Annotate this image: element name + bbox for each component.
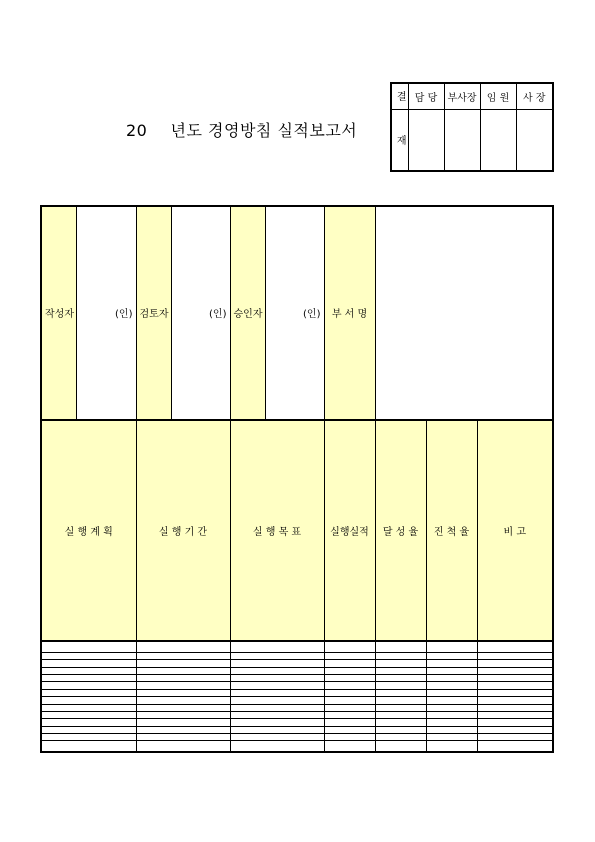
table-row xyxy=(41,675,553,682)
cell-result[interactable] xyxy=(324,675,375,682)
cell-goal[interactable] xyxy=(230,719,324,726)
cell-period[interactable] xyxy=(136,660,230,667)
table-row xyxy=(41,682,553,689)
cell-achievement[interactable] xyxy=(375,652,426,659)
cell-plan[interactable] xyxy=(41,719,136,726)
cell-progress[interactable] xyxy=(426,719,477,726)
cell-progress[interactable] xyxy=(426,741,477,752)
approval-role-exec: 임 원 xyxy=(480,83,516,109)
cell-progress[interactable] xyxy=(426,734,477,741)
cell-progress[interactable] xyxy=(426,652,477,659)
cell-progress[interactable] xyxy=(426,660,477,667)
cell-progress[interactable] xyxy=(426,697,477,704)
cell-period[interactable] xyxy=(136,697,230,704)
cell-remarks[interactable] xyxy=(477,641,553,652)
table-row xyxy=(41,726,553,733)
cell-achievement[interactable] xyxy=(375,675,426,682)
cell-remarks[interactable] xyxy=(477,689,553,696)
col-header-remarks: 비 고 xyxy=(477,420,553,641)
cell-achievement[interactable] xyxy=(375,719,426,726)
cell-remarks[interactable] xyxy=(477,652,553,659)
cell-achievement[interactable] xyxy=(375,660,426,667)
dept-label: 부 서 명 xyxy=(324,206,375,420)
reviewer-seal[interactable]: (인) xyxy=(171,206,230,420)
cell-period[interactable] xyxy=(136,682,230,689)
cell-goal[interactable] xyxy=(230,667,324,674)
cell-remarks[interactable] xyxy=(477,704,553,711)
table-row xyxy=(41,689,553,696)
cell-result[interactable] xyxy=(324,741,375,752)
cell-plan[interactable] xyxy=(41,697,136,704)
cell-period[interactable] xyxy=(136,726,230,733)
cell-result[interactable] xyxy=(324,667,375,674)
cell-achievement[interactable] xyxy=(375,741,426,752)
cell-goal[interactable] xyxy=(230,682,324,689)
cell-progress[interactable] xyxy=(426,641,477,652)
col-header-goal: 실 행 목 표 xyxy=(230,420,324,641)
cell-result[interactable] xyxy=(324,704,375,711)
cell-period[interactable] xyxy=(136,652,230,659)
approval-label-bottom: 재 xyxy=(391,109,408,171)
cell-plan[interactable] xyxy=(41,641,136,652)
cell-goal[interactable] xyxy=(230,689,324,696)
cell-achievement[interactable] xyxy=(375,711,426,718)
cell-period[interactable] xyxy=(136,711,230,718)
cell-plan[interactable] xyxy=(41,682,136,689)
col-header-achievement: 달 성 율 xyxy=(375,420,426,641)
cell-remarks[interactable] xyxy=(477,734,553,741)
cell-goal[interactable] xyxy=(230,652,324,659)
cell-plan[interactable] xyxy=(41,675,136,682)
cell-achievement[interactable] xyxy=(375,641,426,652)
title-year: 20 xyxy=(126,121,148,140)
approval-box xyxy=(390,82,554,172)
col-header-plan: 실 행 계 획 xyxy=(41,420,136,641)
cell-progress[interactable] xyxy=(426,667,477,674)
table-row xyxy=(41,719,553,726)
cell-result[interactable] xyxy=(324,682,375,689)
cell-goal[interactable] xyxy=(230,697,324,704)
approver-seal[interactable]: (인) xyxy=(265,206,324,420)
cell-plan[interactable] xyxy=(41,741,136,752)
approval-sign-president[interactable] xyxy=(516,109,553,171)
approval-role-president: 사 장 xyxy=(516,83,553,109)
cell-progress[interactable] xyxy=(426,689,477,696)
cell-plan[interactable] xyxy=(41,689,136,696)
cell-plan[interactable] xyxy=(41,660,136,667)
cell-period[interactable] xyxy=(136,689,230,696)
cell-plan[interactable] xyxy=(41,667,136,674)
cell-period[interactable] xyxy=(136,741,230,752)
cell-period[interactable] xyxy=(136,667,230,674)
approval-sign-exec[interactable] xyxy=(480,109,516,171)
cell-remarks[interactable] xyxy=(477,719,553,726)
cell-remarks[interactable] xyxy=(477,682,553,689)
cell-result[interactable] xyxy=(324,719,375,726)
cell-result[interactable] xyxy=(324,689,375,696)
cell-progress[interactable] xyxy=(426,682,477,689)
cell-period[interactable] xyxy=(136,641,230,652)
approval-sign-staff[interactable] xyxy=(408,109,444,171)
cell-goal[interactable] xyxy=(230,660,324,667)
approval-sign-vp[interactable] xyxy=(444,109,480,171)
col-header-period: 실 행 기 간 xyxy=(136,420,230,641)
cell-remarks[interactable] xyxy=(477,711,553,718)
cell-plan[interactable] xyxy=(41,734,136,741)
approval-label-top: 결 xyxy=(391,83,408,109)
cell-goal[interactable] xyxy=(230,711,324,718)
cell-result[interactable] xyxy=(324,697,375,704)
cell-remarks[interactable] xyxy=(477,726,553,733)
title-text: 년도 경영방침 실적보고서 xyxy=(170,121,358,140)
cell-achievement[interactable] xyxy=(375,734,426,741)
cell-goal[interactable] xyxy=(230,726,324,733)
cell-goal[interactable] xyxy=(230,741,324,752)
table-row xyxy=(41,697,553,704)
cell-result[interactable] xyxy=(324,726,375,733)
table-row xyxy=(41,667,553,674)
cell-result[interactable] xyxy=(324,734,375,741)
cell-remarks[interactable] xyxy=(477,741,553,752)
cell-remarks[interactable] xyxy=(477,667,553,674)
col-header-result: 실행실적 xyxy=(324,420,375,641)
table-row xyxy=(41,704,553,711)
table-row xyxy=(41,711,553,718)
cell-achievement[interactable] xyxy=(375,682,426,689)
cell-result[interactable] xyxy=(324,711,375,718)
cell-remarks[interactable] xyxy=(477,675,553,682)
table-row xyxy=(41,660,553,667)
cell-result[interactable] xyxy=(324,641,375,652)
approval-role-staff: 담 당 xyxy=(408,83,444,109)
cell-achievement[interactable] xyxy=(375,667,426,674)
approver-label: 승인자 xyxy=(230,206,265,420)
reviewer-label: 검토자 xyxy=(136,206,171,420)
cell-goal[interactable] xyxy=(230,641,324,652)
page-title xyxy=(126,118,357,141)
cell-remarks[interactable] xyxy=(477,660,553,667)
cell-achievement[interactable] xyxy=(375,689,426,696)
cell-period[interactable] xyxy=(136,675,230,682)
cell-achievement[interactable] xyxy=(375,704,426,711)
writer-label: 작성자 xyxy=(41,206,76,420)
cell-goal[interactable] xyxy=(230,675,324,682)
cell-goal[interactable] xyxy=(230,734,324,741)
cell-progress[interactable] xyxy=(426,711,477,718)
report-table xyxy=(40,205,554,753)
approval-role-vp: 부사장 xyxy=(444,83,480,109)
cell-progress[interactable] xyxy=(426,704,477,711)
cell-plan[interactable] xyxy=(41,704,136,711)
cell-period[interactable] xyxy=(136,704,230,711)
table-row xyxy=(41,734,553,741)
table-row xyxy=(41,641,553,652)
col-header-progress: 진 척 율 xyxy=(426,420,477,641)
table-row xyxy=(41,652,553,659)
cell-plan[interactable] xyxy=(41,711,136,718)
cell-progress[interactable] xyxy=(426,726,477,733)
cell-result[interactable] xyxy=(324,660,375,667)
dept-value-field[interactable] xyxy=(375,206,553,420)
cell-result[interactable] xyxy=(324,652,375,659)
cell-achievement[interactable] xyxy=(375,726,426,733)
cell-progress[interactable] xyxy=(426,675,477,682)
table-row xyxy=(41,741,553,752)
cell-period[interactable] xyxy=(136,734,230,741)
writer-seal[interactable]: (인) xyxy=(76,206,136,420)
cell-plan[interactable] xyxy=(41,652,136,659)
cell-plan[interactable] xyxy=(41,726,136,733)
cell-remarks[interactable] xyxy=(477,697,553,704)
cell-period[interactable] xyxy=(136,719,230,726)
cell-goal[interactable] xyxy=(230,704,324,711)
cell-achievement[interactable] xyxy=(375,697,426,704)
